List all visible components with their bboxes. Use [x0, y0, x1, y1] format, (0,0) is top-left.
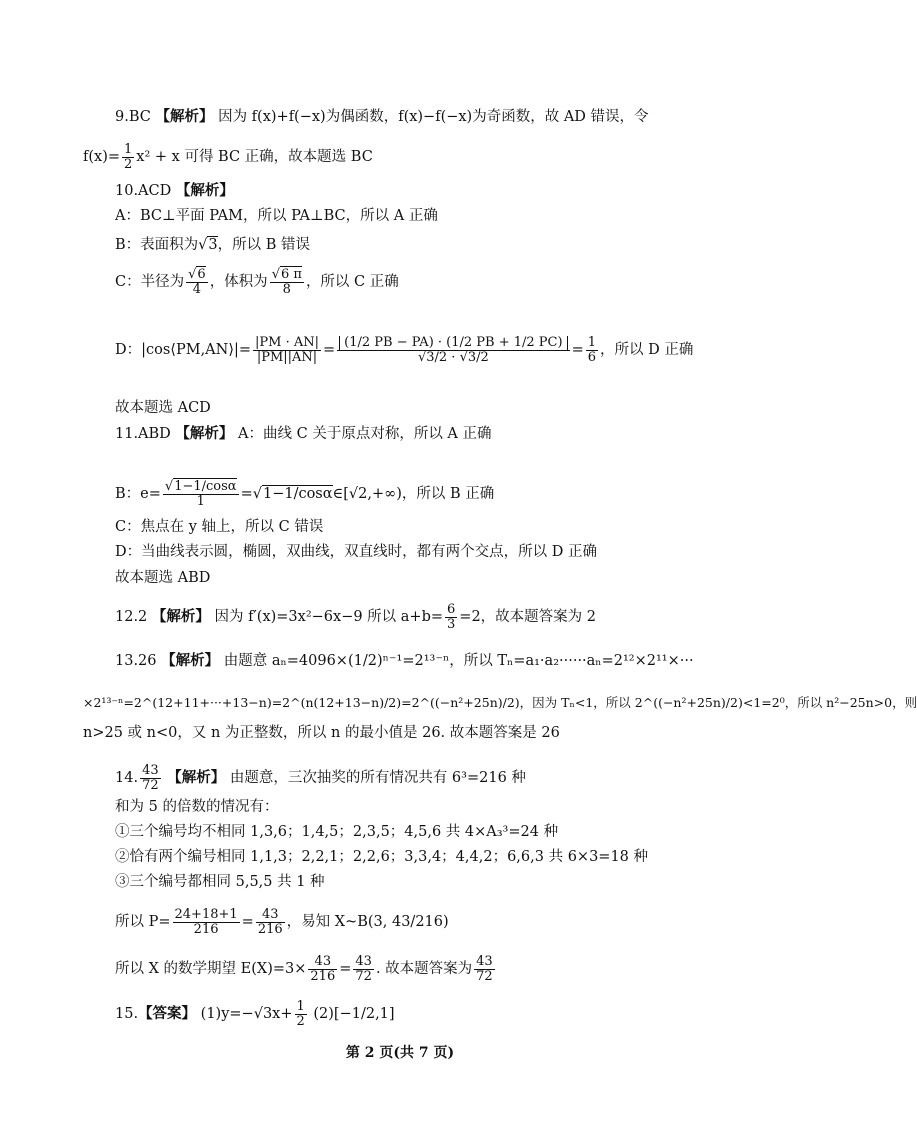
q12-tag: 【解析】	[151, 608, 210, 626]
q14-text1: 由题意，三次抽奖的所有情况共有 6³=216 种	[229, 770, 526, 787]
q9-half	[122, 143, 134, 171]
q14-expect-eq: =	[339, 961, 352, 978]
q15-text1: (1)y=−√3x+	[200, 1006, 293, 1023]
q10-tag: 【解析】	[175, 182, 234, 199]
q10-end: 故本题选 ACD	[115, 400, 211, 416]
q9-number: 9.BC	[115, 109, 151, 125]
q11-b-text1: B：e=	[115, 486, 161, 503]
q14-expect-frac1-den: 216	[310, 968, 336, 984]
q10-header	[115, 180, 234, 202]
q15-text2: (2)[−1/2,1]	[313, 1006, 395, 1023]
q14-case3: ③三个编号都相同 5,5,5 共 1 种	[115, 874, 325, 890]
q11-b-frac-num: 1−1/cosα	[174, 479, 237, 494]
q14-expect-frac1	[308, 955, 337, 983]
q13-text2: ×2¹³⁻ⁿ=2^(12+11+···+13−n)=2^(n(12+13−n)/2)=2^((−n²+25n)/2)，因为 Tₙ<1，所以 2^((−n²+25n)/2)<1=2⁰，所以 n²−25n>0，则	[83, 695, 917, 710]
q10-d-frac2	[337, 336, 569, 364]
q14-expect	[115, 955, 497, 983]
q14-case1: ①三个编号均不相同 1,3,6；1,4,5；2,3,5；4,5,6 共 4×A₃³=24 种	[115, 824, 559, 840]
q9-half-num: 1	[124, 142, 133, 157]
q12-frac-num: 6	[447, 602, 456, 617]
q11-d: D：当曲线表示圆，椭圆，双曲线，双直线时，都有两个交点，所以 D 正确	[115, 544, 597, 560]
q14-expect-frac2	[353, 955, 374, 983]
q9-half-den: 2	[124, 156, 133, 172]
q14-answer	[140, 764, 161, 792]
q14-tag: 【解析】	[167, 769, 226, 787]
q14-prob-text1: 所以 P=	[115, 914, 171, 931]
q10-d-result-num: 1	[587, 335, 597, 350]
q10-b-text: B：表面积为	[115, 237, 199, 253]
q10-d-text1: D：|cos⟨PM,AN⟩|=	[115, 342, 252, 359]
q12-text2: =2，故本题答案为 2	[459, 609, 597, 626]
q10-c-text2: ，体积为	[209, 274, 268, 291]
q14-expect-frac2-den: 72	[355, 968, 372, 984]
q10-b: B：表面积为√3，所以 B 错误	[115, 237, 311, 253]
q14-prob-frac1-num: 24+18+1	[174, 907, 238, 922]
q9-line2	[83, 143, 373, 171]
q11-b-eq: =	[240, 486, 253, 503]
q13-number: 13.26	[115, 653, 157, 669]
q13-text3: n>25 或 n<0，又 n 为正整数，所以 n 的最小值是 26. 故本题答案是 26	[83, 725, 560, 741]
q10-d-result	[586, 336, 598, 364]
q11-b-sqrt: 1−1/cosα	[262, 486, 333, 503]
q10-a: A：BC⊥平面 PAM，所以 PA⊥BC，所以 A 正确	[115, 208, 438, 224]
q11-number: 11.ABD	[115, 426, 171, 442]
q11-line1	[115, 423, 492, 445]
q11-end: 故本题选 ABD	[115, 570, 211, 586]
q14-prob-frac1-den: 216	[193, 921, 219, 937]
q14-answer-den: 72	[142, 777, 159, 793]
q10-c-volume-num: 6 π	[280, 267, 302, 282]
q10-d: D：|cos⟨PM,AN⟩|= $\frac{|PM \cdot AN|}{|PM||AN|}$ = $\frac{(1/2 PB - PA) \cdot (1/2 PB + 1/2 PC)}{√3/2 \cdot √3/2}$ = $\frac{1}{6}$ ，所以 D 正确	[115, 335, 694, 365]
q14-expect-text1: 所以 X 的数学期望 E(X)=3×	[115, 961, 307, 978]
q12-number: 12.2	[115, 609, 148, 626]
q14-prob-frac1	[173, 908, 240, 936]
q12-frac	[445, 603, 457, 631]
q9-text2a: f(x)=	[83, 149, 121, 166]
q14-prob	[115, 908, 449, 936]
q14-expect-text3: . 故本题答案为	[375, 961, 473, 978]
q14-line1	[115, 764, 526, 792]
q10-d-text2: ，所以 D 正确	[600, 342, 694, 359]
q10-c-radius-den: 4	[192, 281, 202, 297]
q10-number: 10.ACD	[115, 183, 172, 199]
q14-expect-frac3-num: 43	[476, 954, 493, 969]
q11-b-text3: ∈[√2,+∞)，所以 B 正确	[332, 486, 495, 503]
q15-tag: 【答案】	[138, 1005, 197, 1023]
q10-d-frac1-den: |PM||AN|	[256, 349, 318, 365]
q11-a: A：曲线 C 关于原点对称，所以 A 正确	[238, 426, 492, 442]
q11-b: B：e= $\frac{√1-1/\cos\alpha}{1}$ =√1−1/cosα∈[√2,+∞)，所以 B 正确	[115, 479, 495, 509]
q14-expect-frac3-den: 72	[476, 968, 493, 984]
q15-number: 15.	[115, 1006, 139, 1023]
q12-text1: 因为 f′(x)=3x²−6x−9 所以 a+b=	[214, 609, 444, 626]
q14-answer-num: 43	[142, 763, 159, 778]
q15-half-den: 2	[296, 1013, 305, 1029]
q12-frac-den: 3	[447, 616, 456, 632]
q10-c	[115, 268, 399, 296]
q13-line1	[115, 650, 694, 672]
q13-tag: 【解析】	[161, 652, 220, 669]
q11-b-frac-den: 1	[196, 493, 205, 509]
q12-line	[115, 603, 596, 631]
q10-b-text2: ，所以 B 错误	[217, 237, 311, 253]
q14-expect-frac1-num: 43	[308, 955, 337, 970]
q14-number: 14.	[115, 770, 139, 787]
q14-expect-frac2-num: 43	[355, 954, 372, 969]
q10-c-radius: $\frac{√6}{4}$	[188, 267, 206, 297]
q9-tag: 【解析】	[155, 108, 214, 125]
q14-text2: 和为 5 的倍数的情况有：	[115, 799, 279, 815]
q14-expect-frac3	[474, 955, 495, 983]
q10-b-sqrt: 3	[208, 237, 218, 253]
q9-text1: 因为 f(x)+f(−x)为偶函数，f(x)−f(−x)为奇函数，故 AD 错误，令	[218, 109, 649, 125]
q10-c-text1: C：半径为	[115, 274, 185, 291]
q14-case2: ②恰有两个编号相同 1,1,3；2,2,1；2,2,6；3,3,4；4,4,2；6,6,3 共 6×3=18 种	[115, 849, 649, 865]
q13-text1: 由题意 aₙ=4096×(1/2)ⁿ⁻¹=2¹³⁻ⁿ，所以 Tₙ=a₁·a₂······aₙ=2¹²×2¹¹×···	[223, 653, 694, 669]
q10-d-result-den: 6	[587, 349, 597, 365]
q10-d-frac2-den: √3/2 · √3/2	[417, 349, 489, 365]
q15-half-num: 1	[296, 999, 305, 1014]
q10-d-frac1	[253, 336, 321, 364]
q15-half	[295, 1000, 307, 1028]
q14-prob-frac2-num: 43	[256, 908, 285, 923]
q14-prob-frac2-den: 216	[257, 921, 283, 937]
q10-c-volume-den: 8	[282, 281, 291, 297]
q9-text2b: x² + x 可得 BC 正确，故本题选 BC	[136, 149, 373, 166]
q14-prob-frac2	[256, 908, 285, 936]
q9-line1	[115, 106, 649, 128]
q14-prob-text3: ，易知 X~B(3, 43/216)	[286, 914, 449, 931]
page-footer: 第 2 页(共 7 页)	[345, 1045, 455, 1061]
q11-c: C：焦点在 y 轴上，所以 C 错误	[115, 519, 324, 535]
q10-c-text3: ，所以 C 正确	[305, 274, 399, 291]
q14-prob-eq: =	[241, 914, 254, 931]
q15-line	[115, 1000, 395, 1028]
q11-b-frac: $\frac{√1-1/\cos\alpha}{1}$	[164, 479, 237, 509]
q11-tag: 【解析】	[175, 425, 234, 442]
q10-c-radius-num: 6	[197, 267, 206, 282]
q10-d-frac1-num: |PM · AN|	[255, 335, 320, 350]
q10-d-frac2-num: (1/2 PB − PA) · (1/2 PB + 1/2 PC)	[339, 336, 567, 350]
q10-c-volume: $\frac{√6 \pi}{8}$	[271, 267, 302, 297]
